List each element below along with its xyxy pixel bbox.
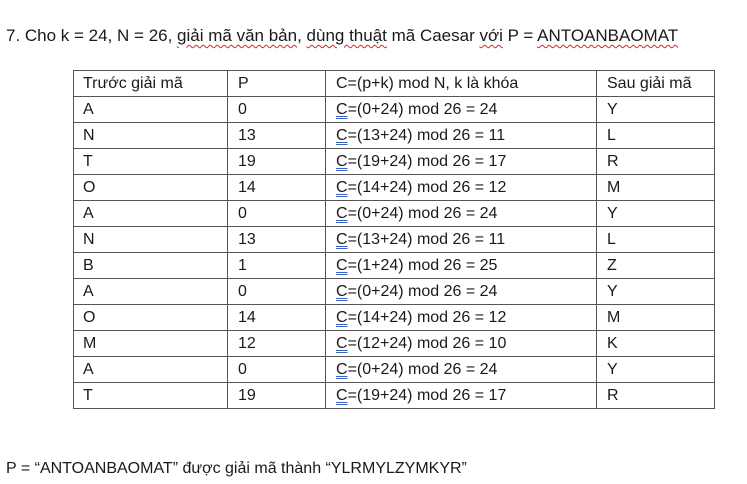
- cell-before: N: [74, 227, 228, 253]
- formula-expression: =(14+24) mod 26 = 12: [347, 308, 507, 326]
- cell-before: O: [74, 305, 228, 331]
- heading-text-2: ,: [297, 26, 307, 45]
- table-row: [74, 305, 715, 331]
- cell-before: A: [74, 357, 228, 383]
- cell-after: L: [597, 227, 715, 253]
- heading-text-3: mã Caesar: [386, 26, 480, 45]
- table-header-row: [74, 71, 715, 97]
- cell-p: 19: [228, 149, 326, 175]
- cell-before: N: [74, 123, 228, 149]
- cell-after: Y: [597, 357, 715, 383]
- cell-before: T: [74, 383, 228, 409]
- cell-p: 14: [228, 175, 326, 201]
- table-row: [74, 175, 715, 201]
- cell-after: K: [597, 331, 715, 357]
- cell-after: R: [597, 383, 715, 409]
- table-row: [74, 149, 715, 175]
- cell-formula: [326, 149, 597, 175]
- formula-c-symbol: C: [336, 386, 348, 404]
- formula-c-symbol: C: [336, 334, 348, 352]
- cell-formula: [326, 97, 597, 123]
- table-row: [74, 227, 715, 253]
- cell-formula: [326, 331, 597, 357]
- formula-expression: =(12+24) mod 26 = 10: [347, 334, 507, 352]
- cell-after: L: [597, 123, 715, 149]
- heading-text-1: 7. Cho k = 24, N = 26,: [6, 26, 178, 45]
- cell-p: 0: [228, 201, 326, 227]
- formula-c-symbol: C: [336, 360, 348, 378]
- heading-spellcheck-2: dùng thuật: [306, 26, 387, 45]
- result-line: P = “ANTOANBAOMAT” được giải mã thành “YLRMYLZYMKYR”: [6, 460, 467, 477]
- cell-after: Y: [597, 97, 715, 123]
- heading-spellcheck-1: giải mã văn bản: [177, 26, 298, 45]
- cell-after: M: [597, 305, 715, 331]
- cell-after: R: [597, 149, 715, 175]
- cell-formula: [326, 357, 597, 383]
- formula-c-symbol: C: [336, 256, 348, 274]
- formula-expression: =(14+24) mod 26 = 12: [347, 178, 507, 196]
- table-row: [74, 123, 715, 149]
- formula-c-symbol: C: [336, 282, 348, 300]
- cell-p: 0: [228, 357, 326, 383]
- heading-spellcheck-4: ANTOANBAOMAT: [537, 26, 679, 45]
- heading-spellcheck-3: với: [479, 26, 503, 45]
- table-row: [74, 279, 715, 305]
- table-row: [74, 201, 715, 227]
- cell-formula: [326, 305, 597, 331]
- formula-c-symbol: C: [336, 204, 348, 222]
- table-row: [74, 331, 715, 357]
- formula-expression: =(19+24) mod 26 = 17: [347, 386, 507, 404]
- formula-c-symbol: C: [336, 308, 348, 326]
- table-row: [74, 253, 715, 279]
- cell-after: Z: [597, 253, 715, 279]
- cell-p: 0: [228, 279, 326, 305]
- formula-expression: =(13+24) mod 26 = 11: [347, 126, 506, 144]
- header-after: Sau giải mã: [597, 71, 715, 97]
- header-formula: C=(p+k) mod N, k là khóa: [326, 71, 597, 97]
- table-row: [74, 383, 715, 409]
- cell-after: M: [597, 175, 715, 201]
- cell-after: Y: [597, 279, 715, 305]
- formula-expression: =(19+24) mod 26 = 17: [347, 152, 507, 170]
- header-before: Trước giải mã: [74, 71, 228, 97]
- cell-formula: [326, 279, 597, 305]
- cell-before: A: [74, 201, 228, 227]
- formula-expression: =(0+24) mod 26 = 24: [347, 100, 498, 118]
- cell-before: O: [74, 175, 228, 201]
- cell-p: 14: [228, 305, 326, 331]
- table-row: [74, 357, 715, 383]
- cell-p: 13: [228, 227, 326, 253]
- exercise-heading: [6, 25, 678, 47]
- table-row: [74, 97, 715, 123]
- heading-text-4: P =: [502, 26, 538, 45]
- cell-before: A: [74, 279, 228, 305]
- formula-c-symbol: C: [336, 178, 348, 196]
- cell-p: 12: [228, 331, 326, 357]
- cell-formula: [326, 227, 597, 253]
- cell-formula: [326, 123, 597, 149]
- cell-formula: [326, 253, 597, 279]
- formula-c-symbol: C: [336, 100, 348, 118]
- formula-expression: =(0+24) mod 26 = 24: [347, 204, 498, 222]
- cell-p: 1: [228, 253, 326, 279]
- cell-formula: [326, 383, 597, 409]
- cell-p: 0: [228, 97, 326, 123]
- formula-expression: =(13+24) mod 26 = 11: [347, 230, 506, 248]
- cell-formula: [326, 175, 597, 201]
- formula-expression: =(0+24) mod 26 = 24: [347, 282, 498, 300]
- formula-c-symbol: C: [336, 152, 348, 170]
- cell-after: Y: [597, 201, 715, 227]
- table-body: [74, 97, 715, 409]
- header-p: P: [228, 71, 326, 97]
- formula-expression: =(0+24) mod 26 = 24: [347, 360, 498, 378]
- cell-before: B: [74, 253, 228, 279]
- caesar-decryption-table: [73, 70, 715, 409]
- cell-formula: [326, 201, 597, 227]
- cell-before: M: [74, 331, 228, 357]
- cell-before: T: [74, 149, 228, 175]
- formula-c-symbol: C: [336, 126, 348, 144]
- formula-c-symbol: C: [336, 230, 348, 248]
- cell-p: 19: [228, 383, 326, 409]
- cell-before: A: [74, 97, 228, 123]
- formula-expression: =(1+24) mod 26 = 25: [347, 256, 498, 274]
- cell-p: 13: [228, 123, 326, 149]
